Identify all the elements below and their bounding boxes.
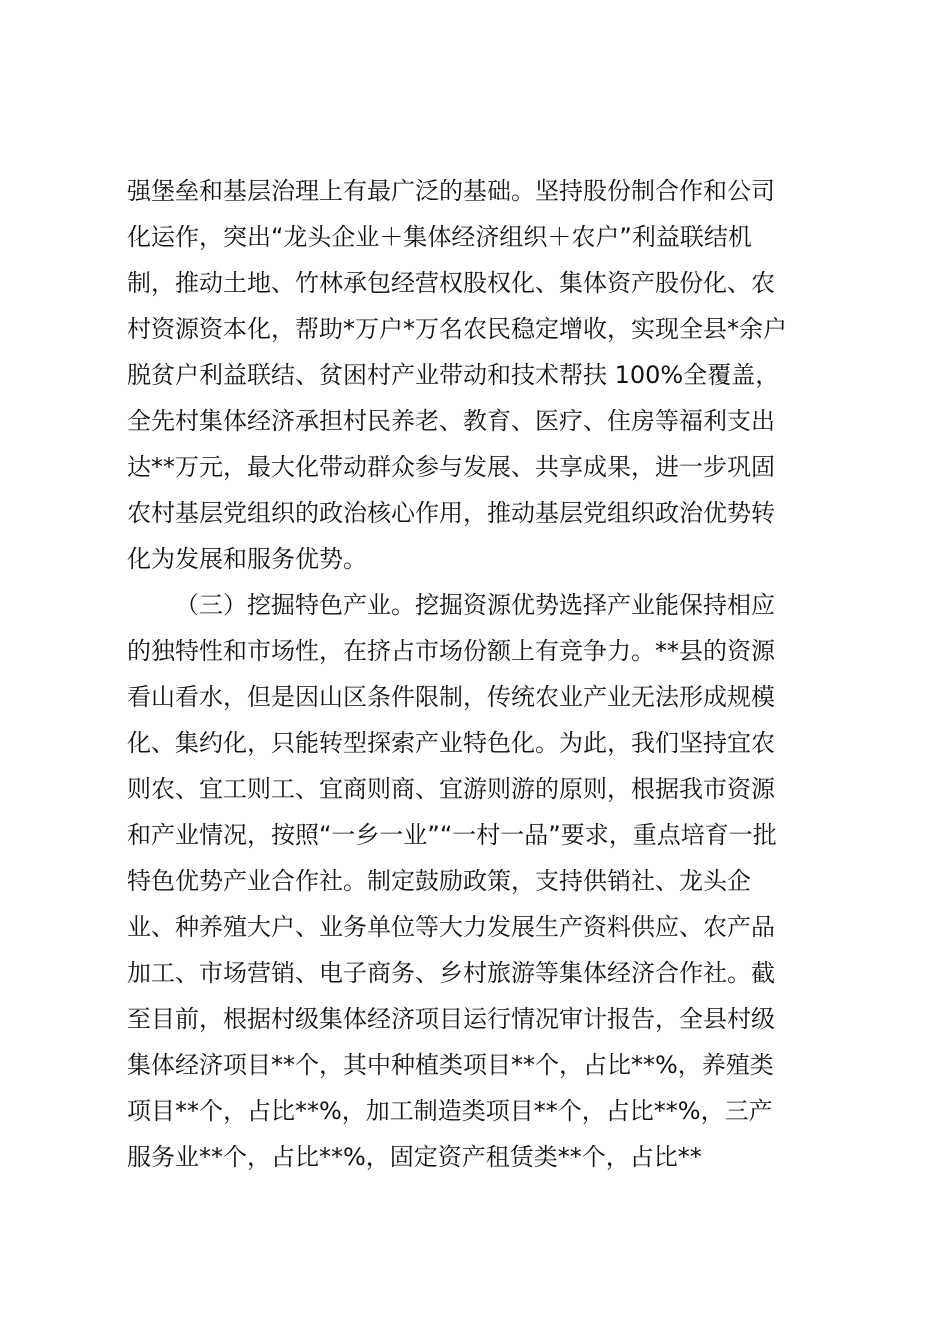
text-line: 业、种养殖大户、业务单位等大力发展生产资料供应、农产品 — [127, 913, 775, 941]
text-line: 和产业情况，按照“一乡一业”“一村一品”要求，重点培育一批 — [127, 821, 777, 849]
text-line: 农村基层党组织的政治核心作用，推动基层党组织政治优势转 — [127, 499, 775, 527]
text-line: 化为发展和服务优势。 — [127, 545, 367, 573]
text-line: 至目前，根据村级集体经济项目运行情况审计报告，全县村级 — [127, 1005, 775, 1033]
section-heading-line: （三）挖掘特色产业。挖掘资源优势选择产业能保持相应 — [175, 591, 775, 619]
text-line: 村资源资本化，帮助*万户*万名农民稳定增收，实现全县*余户 — [127, 315, 787, 343]
text-line: 项目**个，占比**%，加工制造类项目**个，占比**%，三产 — [127, 1097, 773, 1125]
body-text — [127, 168, 827, 1180]
text-line: 制，推动土地、竹林承包经营权股权化、集体资产股份化、农 — [127, 269, 775, 297]
text-line: 强堡垒和基层治理上有最广泛的基础。坚持股份制合作和公司 — [127, 177, 775, 205]
text-line: 脱贫户利益联结、贫困村产业带动和技术帮扶 100%全覆盖， — [127, 361, 780, 389]
text-line: 全先村集体经济承担村民养老、教育、医疗、住房等福利支出 — [127, 407, 775, 435]
text-line: 则农、宜工则工、宜商则商、宜游则游的原则，根据我市资源 — [127, 775, 775, 803]
text-line: 看山看水，但是因山区条件限制，传统农业产业无法形成规模 — [127, 683, 775, 711]
text-line: 化、集约化，只能转型探索产业特色化。为此，我们坚持宜农 — [127, 729, 775, 757]
text-line: 的独特性和市场性，在挤占市场份额上有竞争力。**县的资源 — [127, 637, 775, 665]
text-line: 特色优势产业合作社。制定鼓励政策，支持供销社、龙头企 — [127, 867, 751, 895]
text-line: 加工、市场营销、电子商务、乡村旅游等集体经济合作社。截 — [127, 959, 775, 987]
text-line: 集体经济项目**个，其中种植类项目**个，占比**%，养殖类 — [127, 1051, 774, 1079]
text-line: 服务业**个，占比**%，固定资产租赁类**个，占比** — [127, 1143, 702, 1171]
text-line: 达**万元，最大化带动群众参与发展、共享成果，进一步巩固 — [127, 453, 775, 481]
text-line: 化运作，突出“龙头企业＋集体经济组织＋农户”利益联结机 — [127, 223, 752, 251]
